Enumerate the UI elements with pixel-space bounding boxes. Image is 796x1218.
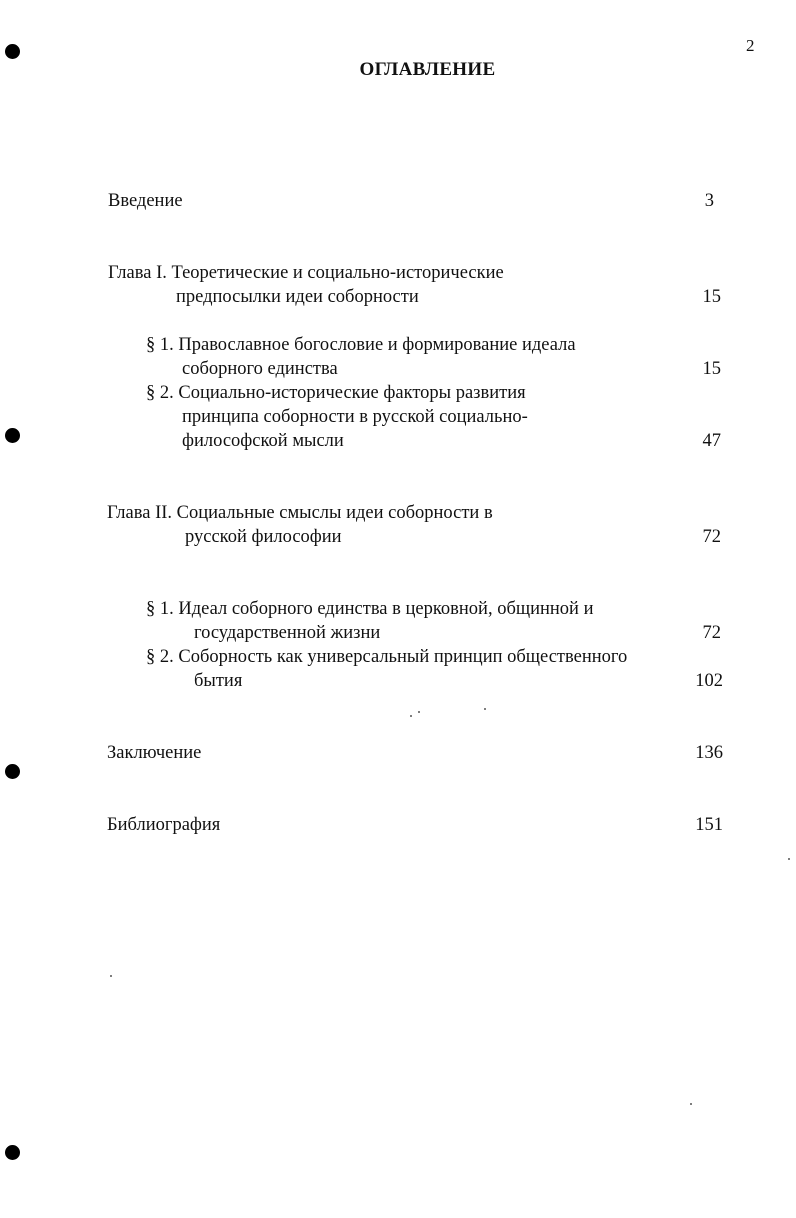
toc-chapter2-page: 72 [702,527,721,547]
toc-chapter1-section1-page: 15 [702,359,721,379]
toc-chapter1-section2-cont2: философской мысли [182,431,344,451]
scan-speck [418,711,420,713]
toc-chapter2-section1: § 1. Идеал соборного единства в церковной, общинной и [146,599,594,619]
toc-chapter2-section2: § 2. Соборность как универсальный принцип общественного [146,647,628,667]
scan-speck [690,1103,692,1105]
toc-chapter1-page: 15 [702,287,721,307]
toc-chapter1-section1-cont: соборного единства [182,359,338,379]
page-title: ОГЛАВЛЕНИЕ [359,59,496,80]
binder-hole-icon [5,1145,20,1160]
scan-speck [410,715,412,717]
toc-chapter2-title-cont: русской философии [185,527,342,547]
scan-speck [110,975,112,977]
toc-chapter2-section2-page: 102 [695,671,723,691]
toc-chapter1-section1: § 1. Православное богословие и формирование идеала [146,335,576,355]
toc-chapter1-title: Глава I. Теоретические и социально-исторические [108,263,504,283]
toc-chapter1-section2-page: 47 [702,431,721,451]
toc-chapter2-title: Глава II. Социальные смыслы идеи соборности в [107,503,493,523]
toc-chapter1-section2-cont: принципа соборности в русской социально- [182,407,528,427]
toc-bibliography-label: Библиография [107,815,221,835]
toc-chapter2-section1-page: 72 [702,623,721,643]
toc-chapter2-section2-cont: бытия [194,671,243,691]
toc-chapter2-section1-cont: государственной жизни [194,623,381,643]
binder-hole-icon [5,44,20,59]
binder-hole-icon [5,764,20,779]
page-number: 2 [746,36,755,55]
toc-intro-label: Введение [108,191,183,211]
toc-chapter1-section2: § 2. Социально-исторические факторы развития [146,383,526,403]
toc-conclusion-page: 136 [695,743,723,763]
scan-speck [788,858,790,860]
toc-conclusion-label: Заключение [107,743,202,763]
scan-speck [484,708,486,710]
binder-hole-icon [5,428,20,443]
toc-chapter1-title-cont: предпосылки идеи соборности [176,287,419,307]
toc-bibliography-page: 151 [695,815,723,835]
toc-intro-page: 3 [704,191,714,211]
